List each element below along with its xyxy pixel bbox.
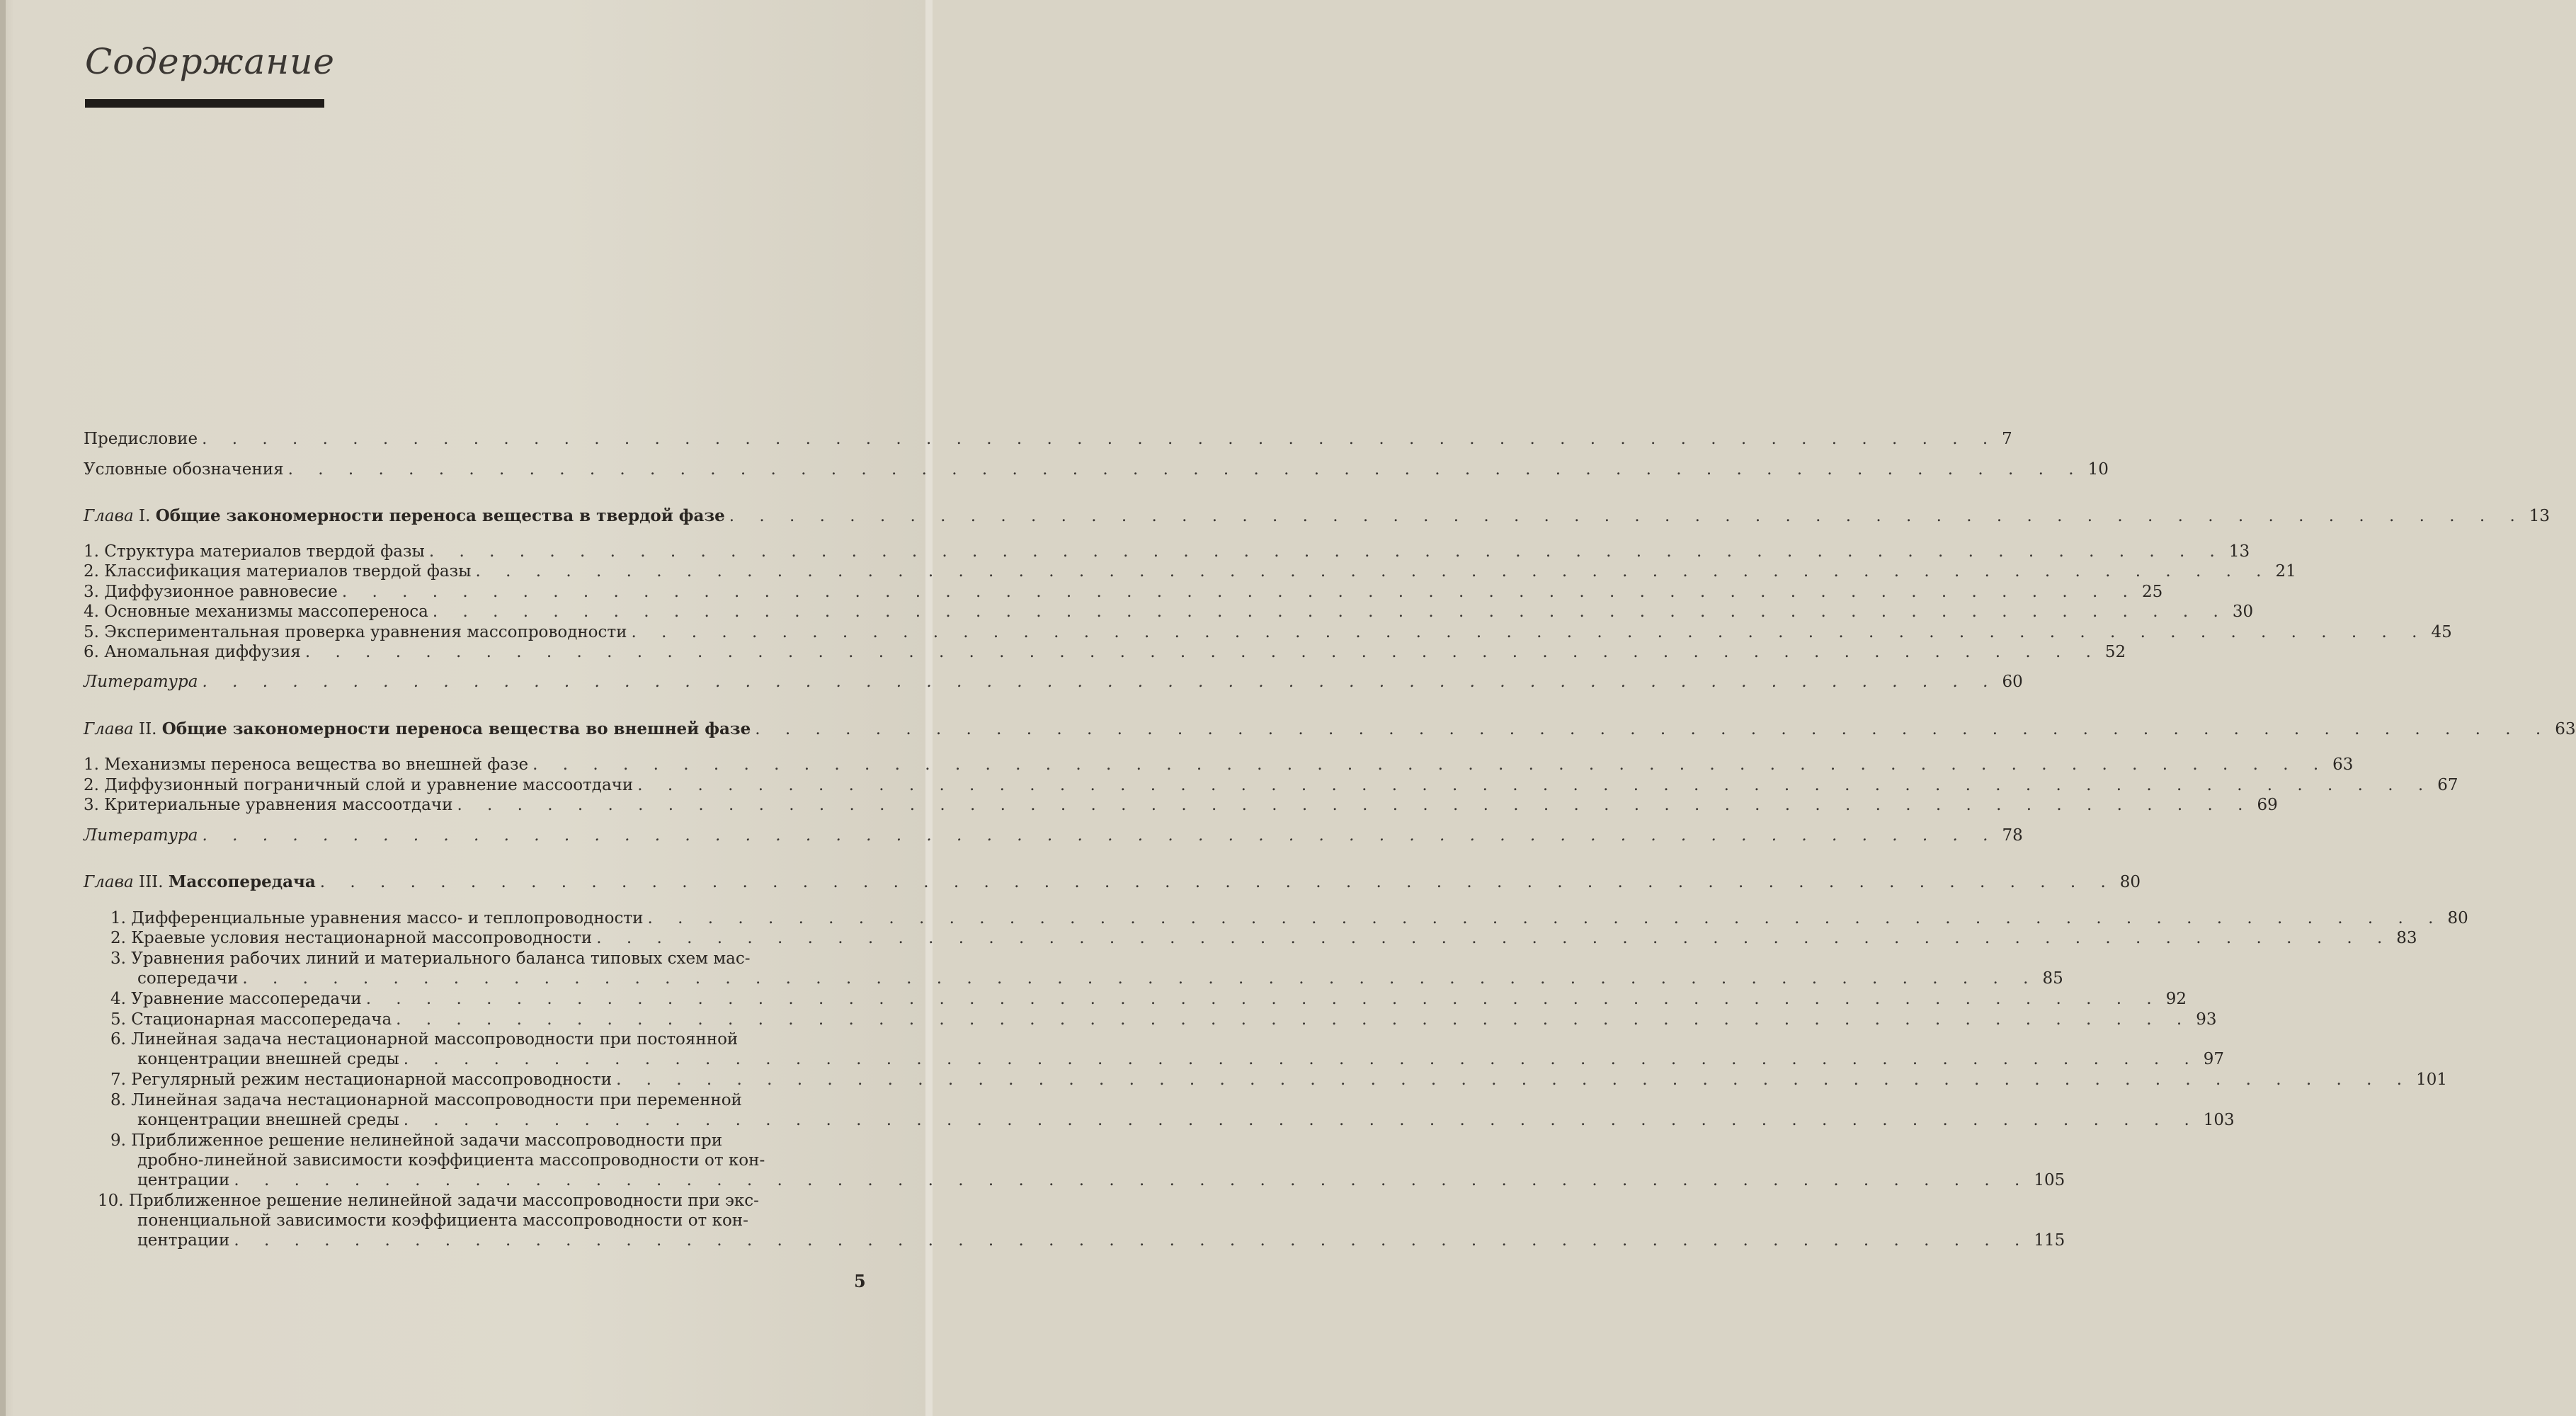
toc-chapter-1[interactable]: Глава I. Общие закономерности переноса вещества в твердой фазе . . . . . . . . . . . . . . . . . . . . . . . . . . . . . . . . . . . . . . . . . . . . . . . . . . . . . . . . . . . . 13	[84, 506, 2551, 525]
toc-item[interactable]: 5. Экспериментальная проверка уравнения массопроводности . . . . . . . . . . . . . . . . . . . . . . . . . . . . . . . . . . . . . . . . . . . . . . . . . . . . . . . . . . . . 45	[84, 623, 2452, 641]
toc-item[interactable]: 1. Механизмы переноса вещества во внешней фазе . . . . . . . . . . . . . . . . . . . . . . . . . . . . . . . . . . . . . . . . . . . . . . . . . . . . . . . . . . . . 63	[84, 755, 2354, 774]
toc-item[interactable]: 1. Дифференциальные уравнения массо- и теплопроводности . . . . . . . . . . . . . . . . . . . . . . . . . . . . . . . . . . . . . . . . . . . . . . . . . . . . . . . . . . . . 80	[110, 909, 2468, 927]
page-number: 5	[854, 1271, 866, 1291]
toc-item[interactable]: 3. Критериальные уравнения массоотдачи . . . . . . . . . . . . . . . . . . . . . . . . . . . . . . . . . . . . . . . . . . . . . . . . . . . . . . . . . . . . 69	[84, 796, 2278, 814]
toc-item[interactable]: 2. Диффузионный пограничный слой и уравнение массоотдачи . . . . . . . . . . . . . . . . . . . . . . . . . . . . . . . . . . . . . . . . . . . . . . . . . . . . . . . . . . . . 67	[84, 776, 2458, 794]
toc-item-multiline[interactable]: 8. Линейная задача нестационарной массопроводности при переменной концентрации внешней среды . . . . . . . . . . . . . . . . . . . . . . . . . . . . . . . . . . . . . . . . . . . . . . . . . . . . . . . . . . . . 103	[110, 1091, 2235, 1129]
toc-item-multiline[interactable]: 9. Приближенное решение нелинейной задачи массопроводности при дробно-линейной зависимости коэффициента массопроводности от кон- центрации . . . . . . . . . . . . . . . . . . . . . . . . . . . . . . . . . . . . . . . . . . . . . . . . . . . . . . . . . . . . 105	[110, 1131, 2065, 1189]
toc-item[interactable]: 2. Классификация материалов твердой фазы . . . . . . . . . . . . . . . . . . . . . . . . . . . . . . . . . . . . . . . . . . . . . . . . . . . . . . . . . . . . 21	[84, 562, 2296, 581]
toc-item[interactable]: 4. Уравнение массопередачи . . . . . . . . . . . . . . . . . . . . . . . . . . . . . . . . . . . . . . . . . . . . . . . . . . . . . . . . . . . . 92	[110, 990, 2187, 1008]
toc-item[interactable]: 4. Основные механизмы массопереноса . . . . . . . . . . . . . . . . . . . . . . . . . . . . . . . . . . . . . . . . . . . . . . . . . . . . . . . . . . . . 30	[84, 603, 2254, 621]
toc-item[interactable]: 5. Стационарная массопередача . . . . . . . . . . . . . . . . . . . . . . . . . . . . . . . . . . . . . . . . . . . . . . . . . . . . . . . . . . . . 93	[110, 1010, 2217, 1029]
toc-notation[interactable]: Условные обозначения . . . . . . . . . . . . . . . . . . . . . . . . . . . . . . . . . . . . . . . . . . . . . . . . . . . . . . . . . . . . 10	[84, 460, 2109, 479]
page-spine-shadow	[0, 0, 6, 1416]
page-right-edge	[925, 0, 933, 1416]
toc-preface[interactable]: Предисловие . . . . . . . . . . . . . . . . . . . . . . . . . . . . . . . . . . . . . . . . . . . . . . . . . . . . . . . . . . . . 7	[84, 430, 2012, 448]
toc-item[interactable]: 1. Структура материалов твердой фазы . . . . . . . . . . . . . . . . . . . . . . . . . . . . . . . . . . . . . . . . . . . . . . . . . . . . . . . . . . . . 13	[84, 542, 2250, 561]
toc-item[interactable]: 3. Диффузионное равновесие . . . . . . . . . . . . . . . . . . . . . . . . . . . . . . . . . . . . . . . . . . . . . . . . . . . . . . . . . . . . 25	[84, 583, 2163, 601]
title-underline-bar	[85, 99, 324, 108]
toc-item[interactable]: 7. Регулярный режим нестационарной массопроводности . . . . . . . . . . . . . . . . . . . . . . . . . . . . . . . . . . . . . . . . . . . . . . . . . . . . . . . . . . . . 101	[110, 1070, 2447, 1089]
toc-item-multiline[interactable]: 3. Уравнения рабочих линий и материального баланса типовых схем мас- сопередачи . . . . . . . . . . . . . . . . . . . . . . . . . . . . . . . . . . . . . . . . . . . . . . . . . . . . . . . . . . . . 85	[110, 949, 2063, 988]
toc-item[interactable]: 2. Краевые условия нестационарной массопроводности . . . . . . . . . . . . . . . . . . . . . . . . . . . . . . . . . . . . . . . . . . . . . . . . . . . . . . . . . . . . 83	[110, 929, 2417, 947]
toc-item-multiline[interactable]: 10. Приближенное решение нелинейной задачи массопроводности при экс- поненциальной зависимости коэффициента массопроводности от кон- центрации . . . . . . . . . . . . . . . . . . . . . . . . . . . . . . . . . . . . . . . . . . . . . . . . . . . . . . . . . . . . 115	[98, 1192, 2065, 1250]
toc-chapter-3[interactable]: Глава III. Массопередача . . . . . . . . . . . . . . . . . . . . . . . . . . . . . . . . . . . . . . . . . . . . . . . . . . . . . . . . . . . . 80	[84, 872, 2141, 891]
toc-item[interactable]: 6. Аномальная диффузия . . . . . . . . . . . . . . . . . . . . . . . . . . . . . . . . . . . . . . . . . . . . . . . . . . . . . . . . . . . . 52	[84, 643, 2126, 661]
toc-literature-2[interactable]: Литература . . . . . . . . . . . . . . . . . . . . . . . . . . . . . . . . . . . . . . . . . . . . . . . . . . . . . . . . . . . . 78	[84, 826, 2023, 845]
toc-literature-1[interactable]: Литература . . . . . . . . . . . . . . . . . . . . . . . . . . . . . . . . . . . . . . . . . . . . . . . . . . . . . . . . . . . . 60	[84, 673, 2023, 691]
toc-chapter-2[interactable]: Глава II. Общие закономерности переноса вещества во внешней фазе . . . . . . . . . . . . . . . . . . . . . . . . . . . . . . . . . . . . . . . . . . . . . . . . . . . . . . . . . . . . 63	[84, 719, 2576, 738]
page-title: Содержание	[85, 41, 336, 82]
toc-item-multiline[interactable]: 6. Линейная задача нестационарной массопроводности при постоянной концентрации внешней среды . . . . . . . . . . . . . . . . . . . . . . . . . . . . . . . . . . . . . . . . . . . . . . . . . . . . . . . . . . . . 97	[110, 1030, 2225, 1068]
